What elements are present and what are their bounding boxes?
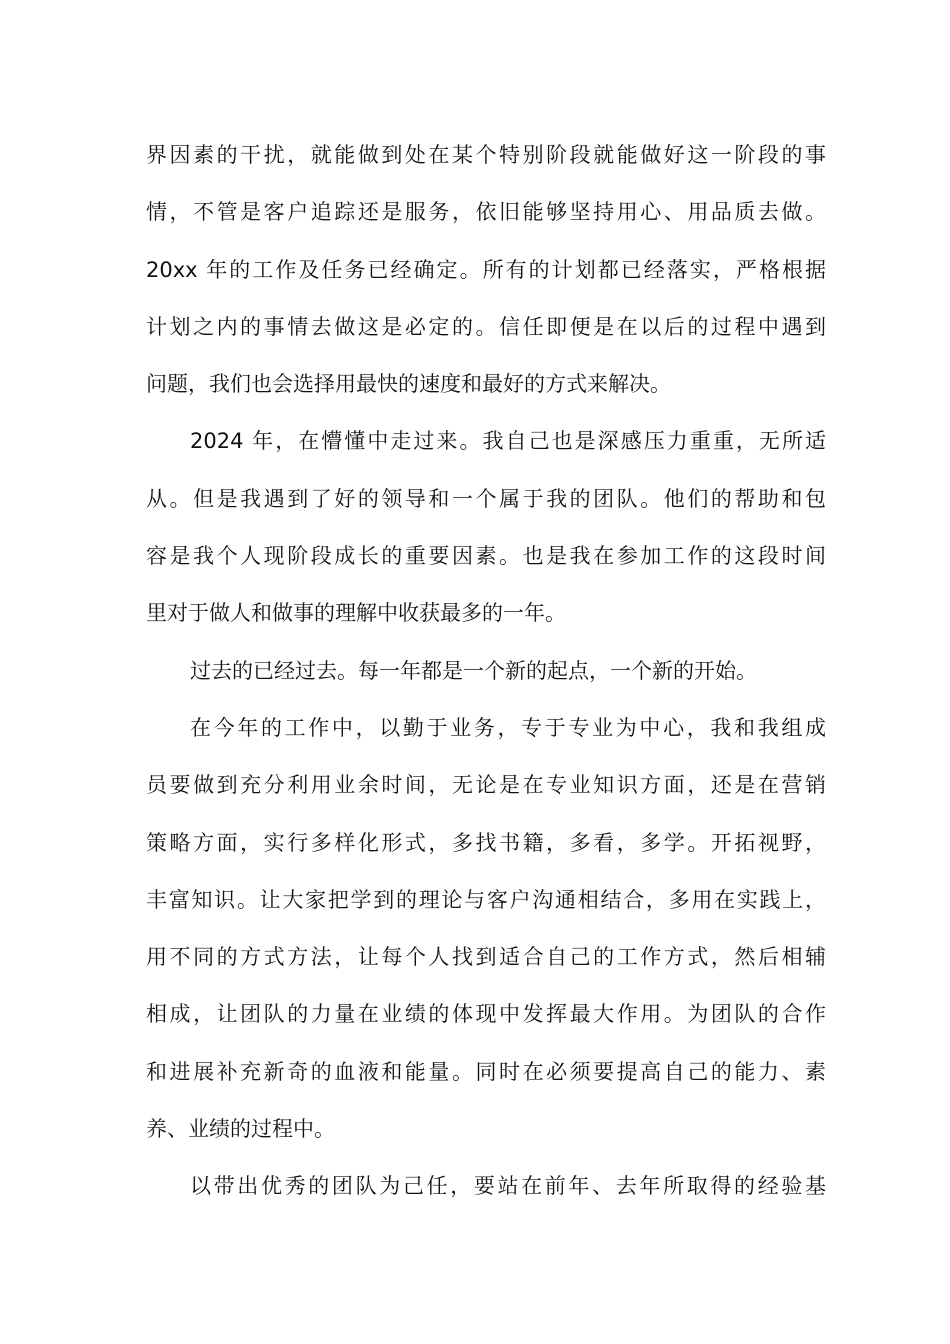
text-line: 计划之内的事情去做这是必定的。信任即便是在以后的过程中遇到	[146, 314, 826, 339]
text-line: 界因素的干扰，就能做到处在某个特别阶段就能做好这一阶段的事	[146, 143, 826, 167]
text-line: 丰富知识。让大家把学到的理论与客户沟通相结合，多用在实践上，	[146, 887, 826, 912]
text-line: 用不同的方式方法，让每个人找到适合自己的工作方式，然后相辅	[146, 945, 826, 970]
text-line: 以带出优秀的团队为己任，要站在前年、去年所取得的经验基	[190, 1174, 826, 1199]
text-line: 2024 年，在懵懂中走过来。我自己也是深感压力重重，无所适	[190, 429, 826, 454]
text-line: 策略方面，实行多样化形式，多找书籍，多看，多学。开拓视野，	[146, 830, 826, 855]
text-line: 从。但是我遇到了好的领导和一个属于我的团队。他们的帮助和包	[146, 486, 826, 511]
text-line: 和进展补充新奇的血液和能量。同时在必须要提高自己的能力、素	[146, 1059, 826, 1084]
body-text	[146, 127, 826, 1216]
text-line: 养、业绩的过程中。	[146, 1117, 335, 1142]
text-line: 问题，我们也会选择用最快的速度和最好的方式来解决。	[146, 372, 671, 397]
text-line: 相成，让团队的力量在业绩的体现中发挥最大作用。为团队的合作	[146, 1002, 826, 1027]
text-line: 20xx 年的工作及任务已经确定。所有的计划都已经落实，严格根据	[146, 257, 826, 282]
text-line: 容是我个人现阶段成长的重要因素。也是我在参加工作的这段时间	[146, 544, 826, 569]
text-line: 里对于做人和做事的理解中收获最多的一年。	[146, 601, 566, 626]
text-line: 员要做到充分利用业余时间，无论是在专业知识方面，还是在营销	[146, 773, 826, 798]
text-line: 过去的已经过去。每一年都是一个新的起点，一个新的开始。	[190, 658, 757, 683]
text-line: 在今年的工作中，以勤于业务，专于专业为中心，我和我组成	[190, 715, 826, 740]
text-line: 情，不管是客户追踪还是服务，依旧能够坚持用心、用品质去做。	[146, 200, 826, 225]
